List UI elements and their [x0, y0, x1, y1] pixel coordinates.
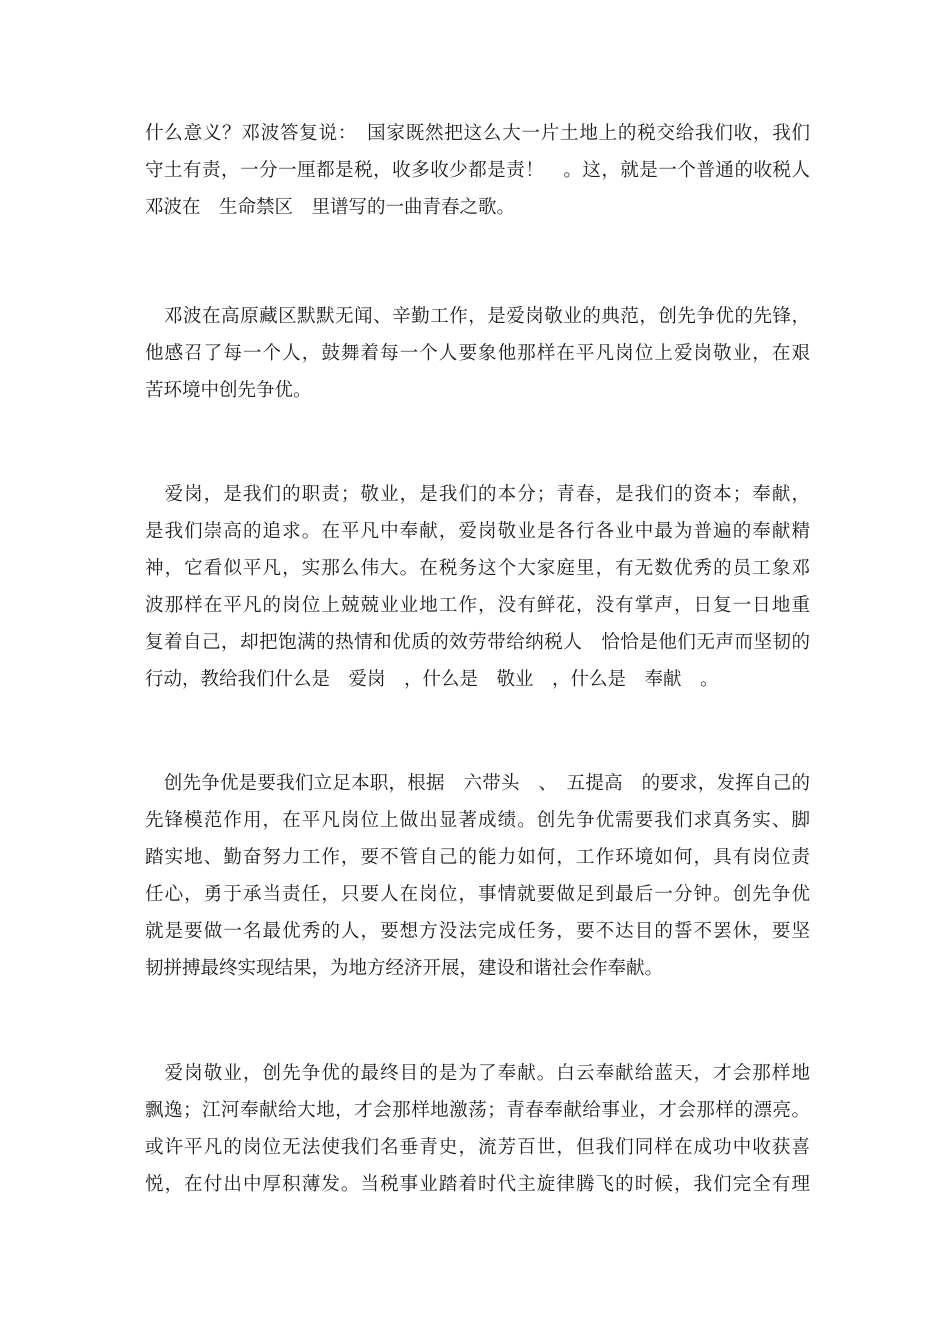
paragraph-line: 先锋模范作用，在平凡岗位上做出显著成绩。创先争优需要我们求真务实、脚: [145, 810, 810, 831]
paragraph-line: 波那样在平凡的岗位上兢兢业业地工作，没有鲜花，没有掌声，日复一日地重: [145, 595, 810, 616]
paragraph-3: [145, 476, 810, 698]
paragraph-line: 创先争优是要我们立足本职，根据 六带头 、 五提高 的要求，发挥自己的: [145, 773, 810, 794]
paragraph-line: 踏实地、勤奋努力工作，要不管自己的能力如何，工作环境如何，具有岗位责: [145, 847, 810, 868]
paragraph-4: [145, 765, 810, 987]
paragraph-line: 邓波在 生命禁区 里谱写的一曲青春之歌。: [145, 197, 516, 218]
paragraph-line: 守土有责，一分一厘都是税，收多收少都是责！ 。这，就是一个普通的收税人: [145, 160, 810, 181]
paragraph-line: 邓波在高原藏区默默无闻、辛勤工作，是爱岗敬业的典范，创先争优的先锋，: [145, 306, 810, 327]
paragraph-line: 或许平凡的岗位无法使我们名垂青史，流芳百世，但我们同样在成功中收获喜: [145, 1137, 810, 1158]
paragraph-line: 爱岗，是我们的职责；敬业，是我们的本分；青春，是我们的资本；奉献，: [145, 484, 810, 505]
paragraph-line: 神，它看似平凡，实那么伟大。在税务这个大家庭里，有无数优秀的员工象邓: [145, 558, 810, 579]
paragraph-line: 他感召了每一个人，鼓舞着每一个人要象他那样在平凡岗位上爱岗敬业，在艰: [145, 343, 810, 364]
paragraph-line: 复着自己，却把饱满的热情和优质的效劳带给纳税人 恰恰是他们无声而坚韧的: [145, 632, 810, 653]
paragraph-line: 苦环境中创先争优。: [145, 380, 312, 401]
paragraph-line: 飘逸；江河奉献给大地，才会那样地激荡；青春奉献给事业，才会那样的漂亮。: [145, 1100, 810, 1121]
paragraph-5: [145, 1055, 810, 1203]
paragraph-line: 爱岗敬业，创先争优的最终目的是为了奉献。白云奉献给蓝天，才会那样地: [145, 1063, 810, 1084]
paragraph-2: [145, 298, 810, 409]
paragraph-line: 任心，勇于承当责任，只要人在岗位，事情就要做足到最后一分钟。创先争优: [145, 884, 810, 905]
paragraph-line: 就是要做一名最优秀的人，要想方没法完成任务，要不达目的誓不罢休，要坚: [145, 921, 810, 942]
paragraph-line: 行动，教给我们什么是 爱岗 ，什么是 敬业 ，什么是 奉献 。: [145, 669, 719, 690]
paragraph-line: 是我们崇高的追求。在平凡中奉献，爱岗敬业是各行各业中最为普遍的奉献精: [145, 521, 810, 542]
paragraph-line: 韧拼搏最终实现结果，为地方经济开展，建设和谐社会作奉献。: [145, 958, 664, 979]
paragraph-line: 什么意义？邓波答复说： 国家既然把这么大一片土地上的税交给我们收，我们: [145, 123, 810, 144]
paragraph-line: 悦，在付出中厚积薄发。当税事业踏着时代主旋律腾飞的时候，我们完全有理: [145, 1174, 810, 1195]
paragraph-1: [145, 115, 810, 226]
